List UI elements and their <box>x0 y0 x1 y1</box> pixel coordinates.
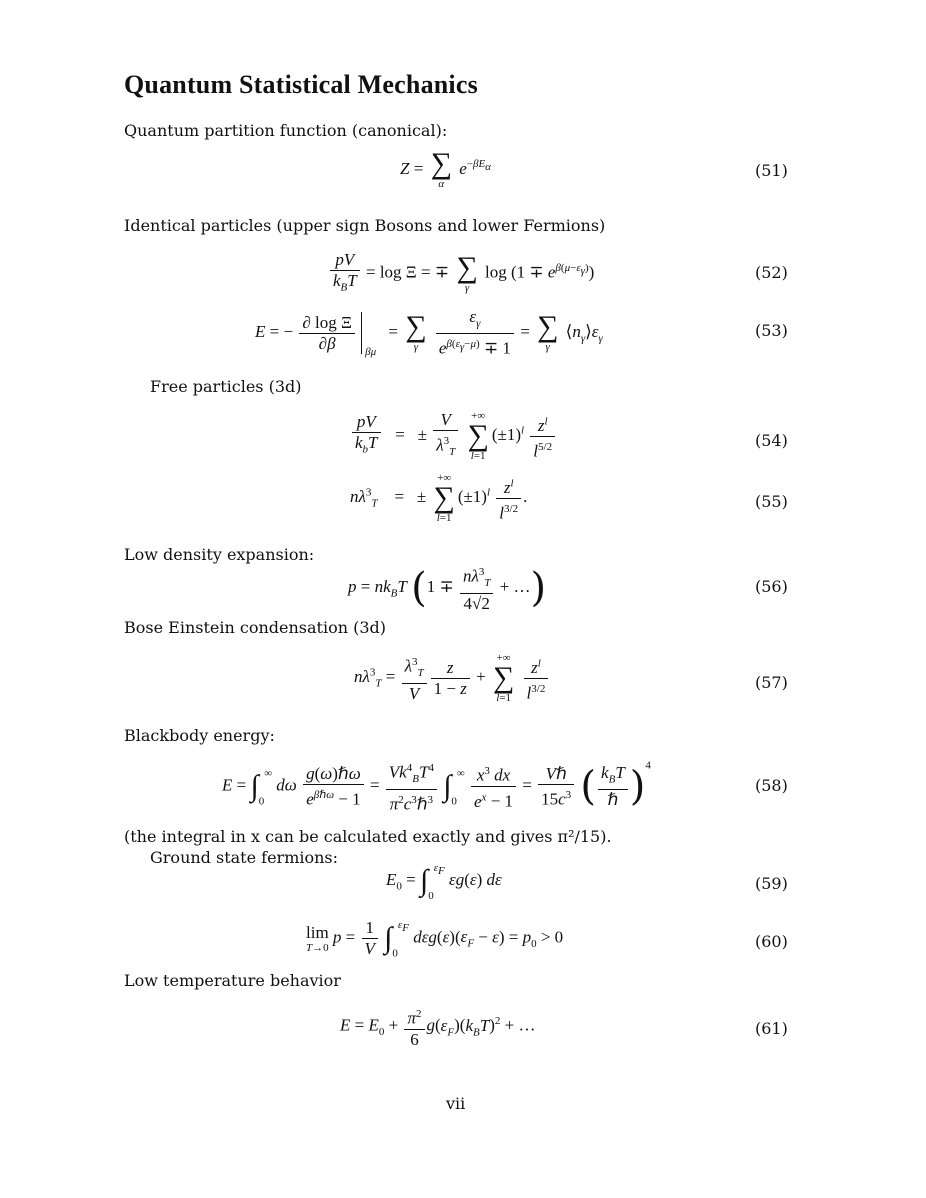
equation-52: $\frac{pV}{k_BT}$ = log Ξ = ∓ ∑ γ $\log (1 \mp e^{\beta(\mu-\varepsilon_\gamma)})$ <box>328 250 594 297</box>
paragraph-ground-state: Ground state fermions: <box>150 848 339 867</box>
equation-number-60: (60) <box>755 932 788 951</box>
paragraph-low-density: Low density expansion: <box>124 545 315 564</box>
equation-57: $n\lambda^3_T$ = $\frac{\lambda^3_T}{V}$ $\frac{z}{1 - z}$ + +∞ ∑ l=1 $\frac{z^l}{l^{3/2}}$ <box>354 652 550 704</box>
equation-number-61: (61) <box>755 1019 788 1038</box>
paragraph-free-particles: Free particles (3d) <box>150 377 302 396</box>
equation-number-54: (54) <box>755 431 788 450</box>
equation-number-51: (51) <box>755 161 788 180</box>
paragraph-bose-einstein: Bose Einstein condensation (3d) <box>124 618 387 637</box>
paragraph-low-temperature: Low temperature behavior <box>124 971 341 990</box>
equation-51: Z = ∑ α $e^{-\beta E_\alpha}$ <box>400 147 491 190</box>
paragraph-identical-particles: Identical particles (upper sign Bosons and lower Fermions) <box>124 216 606 235</box>
equation-60: lim T→0 p = $\frac{1}{V}$ $\int_0^{\varepsilon_F}$ $d\varepsilon g(\varepsilon)(\varepsilon_F - \varepsilon) = p_0 > 0$ <box>306 918 564 960</box>
equation-number-52: (52) <box>755 263 788 282</box>
equation-number-53: (53) <box>755 321 788 340</box>
page-number: vii <box>446 1094 466 1113</box>
equation-53: E = − $\frac{\text{∂ log Ξ}}{\partial\beta}$ βμ = ∑ γ $\frac{\varepsilon_\gamma}{e^{\beta(\varepsilon_\gamma-\mu)} \mp 1}$ = ∑ γ $⟨n_\gamma⟩\varepsilon_\gamma$ <box>255 307 603 359</box>
equation-58: $E = \int_0^\infty$ dω $\frac{\text{g(ω)ℏω}}{e^{\beta\hbar\omega} - 1}$ = $\frac{Vk^4_BT^4}{\pi^2c^3\hbar^3}$ $\int_0^\infty$ $\frac{x^3 dx}{e^x - 1}$ = $\frac{\text{Vℏ}}{15c^3}$ ( $\frac{k_BT}{\text{ℏ}}$ )$^4$ <box>222 759 651 814</box>
paragraph-partition-function: Quantum partition function (canonical): <box>124 121 448 140</box>
equation-56: $p = nk_BT$ (1 ∓ $\frac{n\lambda^3_T}{4√2}$ + …) <box>348 562 546 614</box>
paragraph-integral-note: (the integral in x can be calculated exactly and gives π²/15). <box>124 827 612 846</box>
paragraph-blackbody: Blackbody energy: <box>124 726 275 745</box>
equation-number-57: (57) <box>755 673 788 692</box>
equation-number-55: (55) <box>755 492 788 511</box>
equation-number-58: (58) <box>755 776 788 795</box>
equation-61: $E = E_0$ + $\frac{\pi^2}{6}$ $g(\varepsilon_F)(k_BT)^2$ + … <box>340 1004 535 1050</box>
equation-59: $E_0 = \int_0^{\varepsilon_F}$ εg(ε) dε <box>386 862 502 902</box>
equation-number-59: (59) <box>755 874 788 893</box>
equation-number-56: (56) <box>755 577 788 596</box>
equation-54: $\frac{pV}{k_bT}$ = ± $\frac{V}{\lambda^3_T}$ +∞ ∑ l=1 $(\pm 1)^l$ $\frac{z^l}{l^{5/2}}$ <box>350 410 557 462</box>
equation-55: $n\lambda^3_T$ = ± +∞ ∑ l=1 $(\pm 1)^l$ $\frac{z^l}{l^{3/2}}$ . <box>350 472 528 524</box>
section-title: Quantum Statistical Mechanics <box>124 70 478 99</box>
